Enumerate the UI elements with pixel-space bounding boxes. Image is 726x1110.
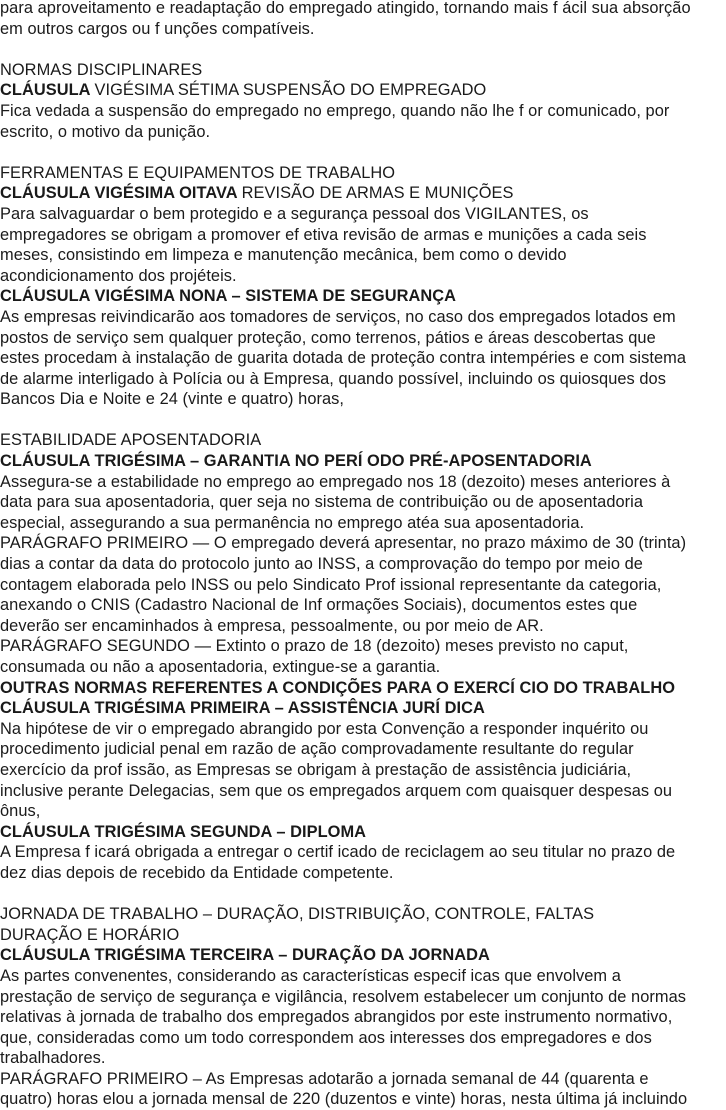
text-line: As empresas reivindicarão aos tomadores de serviços, no caso dos empregados lotados em: [0, 307, 676, 326]
clause-heading: [0, 678, 722, 699]
text-line: DURAÇÃO E HORÁRIO: [0, 925, 180, 944]
clause-heading: [0, 80, 722, 101]
clause-heading-bold: OUTRAS NORMAS REFERENTES A CONDIÇÕES PARA O EXERCÍ CIO DO TRABALHO: [0, 678, 676, 697]
clause-heading: [0, 822, 722, 843]
text-line: consumada ou não a aposentadoria, extingue-se a garantia.: [0, 658, 441, 676]
text-line: As partes convenentes, considerando as características especif icas que envolvem a: [0, 966, 621, 985]
text-line: Fica vedada a suspensão do empregado no emprego, quando não lhe f or comunicado, por: [0, 101, 670, 120]
text-line: que, consideradas como um todo correspondem aos interesses dos empregadores e dos: [0, 1028, 652, 1047]
text-line: Para salvaguardar o bem protegido e a segurança pessoal dos VIGILANTES, os: [0, 204, 589, 223]
text-line: anexando o CNIS (Cadastro Nacional de Inf ormações Sociais), documentos estes que: [0, 596, 638, 615]
text-line: para aproveitamento e readaptação do empregado atingido, tornando mais f ácil sua absorção: [0, 0, 691, 17]
paragraph-gap: [0, 410, 722, 431]
paragraph-gap: [0, 884, 722, 905]
text-line: procedimento judicial penal em razão de ação comprovadamente resultante do regular: [0, 740, 634, 759]
clause-heading-bold: CLÁUSULA TRIGÉSIMA SEGUNDA – DIPLOMA: [0, 822, 367, 841]
text-line: deverão ser encaminhados à empresa, pessoalmente, ou por meio de AR.: [0, 616, 544, 635]
text-line: ônus,: [0, 802, 41, 821]
text-line: data para sua aposentadoria, quer seja no sistema de contribuição ou de aposentadoria: [0, 493, 644, 512]
clause-heading-bold: CLÁUSULA TRIGÉSIMA PRIMEIRA – ASSISTÊNCIA JURÍ DICA: [0, 699, 485, 718]
text-line: NORMAS DISCIPLINARES: [0, 60, 203, 79]
text-line: dias a contar da data do protocolo junto ao INSS, a comprovação do tempo por meio de: [0, 555, 643, 574]
clause-heading-bold: CLÁUSULA TRIGÉSIMA TERCEIRA – DURAÇÃO DA JORNADA: [0, 946, 490, 965]
text-line: PARÁGRAFO PRIMEIRO — O empregado deverá apresentar, no prazo máximo de 30 (trinta): [0, 534, 687, 553]
text-line: exercício da prof issão, as Empresas se obrigam à prestação de assistência judiciária,: [0, 760, 632, 779]
clause-heading-title: VIGÉSIMA SÉTIMA SUSPENSÃO DO EMPREGADO: [94, 81, 487, 100]
text-line: A Empresa f icará obrigada a entregar o certif icado de reciclagem ao seu titular no prazo de: [0, 843, 676, 862]
clause-heading: [0, 286, 722, 307]
clause-heading: [0, 698, 722, 719]
text-line: meses, consistindo em limpeza e manutenção mecânica, bem como o devido: [0, 246, 567, 265]
text-line: Na hipótese de vir o empregado abrangido por esta Convenção a responder inquérito ou: [0, 719, 649, 738]
text-line: Assegura-se a estabilidade no emprego ao empregado nos 18 (dezoito) meses anteriores à: [0, 472, 671, 491]
text-line: relativas à jornada de trabalho dos empregados abrangidos por este instrumento normativo,: [0, 1008, 673, 1027]
paragraph-gap: [0, 142, 722, 163]
clause-heading: [0, 183, 722, 204]
text-line: em outros cargos ou f unções compatíveis.: [0, 19, 315, 38]
text-line: ESTABILIDADE APOSENTADORIA: [0, 431, 262, 450]
paragraph-gap: [0, 39, 722, 60]
text-line: especial, assegurando a sua permanência no emprego atéa sua aposentadoria.: [0, 513, 585, 532]
text-line: contagem elaborada pelo INSS ou pelo Sindicato Prof issional representante da categoria,: [0, 575, 662, 594]
text-line: trabalhadores.: [0, 1049, 106, 1068]
text-line: postos de serviço sem qualquer proteção, como terrenos, pátios e áreas descobertas que: [0, 328, 656, 347]
text-line: PARÁGRAFO PRIMEIRO – As Empresas adotarão a jornada semanal de 44 (quarenta e: [0, 1069, 649, 1088]
clause-heading: [0, 945, 722, 966]
text-line: acondicionamento dos projéteis.: [0, 266, 237, 285]
clause-heading-bold: CLÁUSULA: [0, 81, 95, 100]
text-line: quatro) horas elou a jornada mensal de 220 (duzentos e vinte) horas, nesta última já incluindo: [0, 1090, 688, 1109]
clause-heading-title: REVISÃO DE ARMAS E MUNIÇÕES: [241, 184, 514, 203]
text-line: dez dias depois de recebido da Entidade competente.: [0, 863, 394, 882]
text-line: prestação de serviço de segurança e vigilância, resolvem estabelecer um conjunto de normas: [0, 987, 686, 1006]
clause-heading: [0, 451, 722, 472]
text-line: empregadores se obrigam a promover ef etiva revisão de armas e munições a cada seis: [0, 225, 647, 244]
clause-heading-bold: CLÁUSULA TRIGÉSIMA – GARANTIA NO PERÍ ODO PRÉ-APOSENTADORIA: [0, 452, 592, 471]
text-line: estes procedam à instalação de guarita dotada de proteção contra intempéries e com sistema: [0, 349, 687, 368]
text-line: JORNADA DE TRABALHO – DURAÇÃO, DISTRIBUIÇÃO, CONTROLE, FALTAS: [0, 905, 595, 924]
text-line: inclusive perante Delegacias, sem que os empregados arquem com quaisquer despesas ou: [0, 781, 673, 800]
text-line: Bancos Dia e Noite e 24 (vinte e quatro) horas,: [0, 390, 345, 409]
text-line: escrito, o motivo da punição.: [0, 122, 211, 141]
text-line: PARÁGRAFO SEGUNDO — Extinto o prazo de 18 (dezoito) meses previsto no caput,: [0, 637, 629, 656]
text-line: FERRAMENTAS E EQUIPAMENTOS DE TRABALHO: [0, 163, 396, 182]
clause-heading-bold: CLÁUSULA VIGÉSIMA NONA – SISTEMA DE SEGURANÇA: [0, 287, 457, 306]
text-line: de alarme interligado à Polícia ou à Empresa, quando possível, incluindo os quiosques dos: [0, 369, 666, 388]
clause-heading-bold: CLÁUSULA VIGÉSIMA OITAVA: [0, 184, 242, 203]
